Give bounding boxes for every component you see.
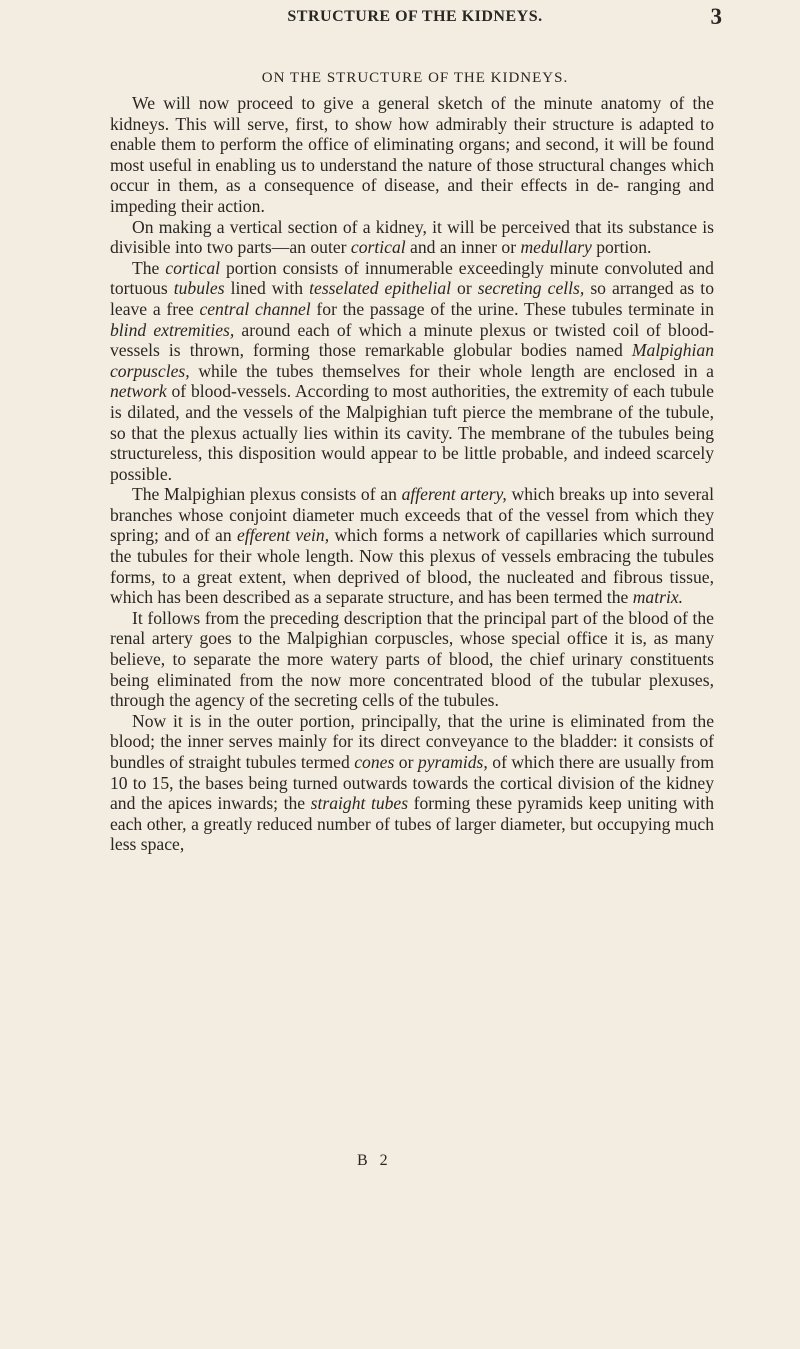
- page-number: 3: [710, 4, 722, 29]
- paragraph-6: Now it is in the outer portion, principally, that the urine is eliminated from the blood; the inner serves mainly for its direct conveyance to the bladder: it consists of bundles of straight tubules termed cones or pyramids, of which there are usually from 10 to 15, the bases being turned outwards towards the cortical division of the kidney and the apices inwards; the straight tubes forming these pyramids keep uniting with each other, a greatly reduced number of tubes of larger diameter, but occupying much less space,: [110, 710, 714, 855]
- running-title: STRUCTURE OF THE KIDNEYS.: [287, 8, 543, 25]
- section-title: ON THE STRUCTURE OF THE KIDNEYS.: [261, 70, 569, 86]
- paragraph-1: We will now proceed to give a general sketch of the minute anatomy of the kidneys. This will serve, first, to show how admirably their structure is adapted to enable them to perform the office of eliminating organs; and second, it will be found most useful in enabling us to understand the nature of those structural changes which occur in them, as a consequence of disease, and their effects in de- ranging and impeding their action.: [110, 93, 714, 216]
- paragraph-4: The Malpighian plexus consists of an afferent artery, which breaks up into several branches whose conjoint diameter much exceeds that of the vessel from which they spring; and of an efferent vein, which forms a network of capillaries which surround the tubules for their whole length. Now this plexus of vessels embracing the tubules forms, to a great extent, when deprived of blood, the nucleated and fibrous tissue, which has been described as a separate structure, and has been termed the matrix.: [110, 484, 715, 608]
- paragraph-5: It follows from the preceding description that the principal part of the blood of the renal artery goes to the Malpighian corpuscles, whose special office it is, as many believe, to separate the more watery parts of blood, the chief urinary constituents being eliminated from the now more concentrated blood of the tubular plexuses, through the agency of the secreting cells of the tubules.: [110, 607, 714, 711]
- signature-mark: B 2: [357, 1152, 392, 1169]
- page-header: [116, 4, 722, 36]
- paragraph-2: On making a vertical section of a kidney, it will be perceived that its substance is divisible into two parts—an outer cortical and an inner or medullary portion.: [110, 216, 714, 258]
- body-text: [110, 93, 714, 855]
- paragraph-3: The cortical portion consists of innumerable exceedingly minute convoluted and tortuous tubules lined with tesselated epithelial or secreting cells, so arranged as to leave a free central channel for the passage of the urine. These tubules terminate in blind extremities, around each of which a minute plexus or twisted coil of blood-vessels is thrown, forming those remarkable globular bodies named Malpighian corpuscles, while the tubes themselves for their whole length are enclosed in a network of blood-vessels. According to most authorities, the extremity of each tubule is dilated, and the vessels of the Malpighian tuft pierce the membrane of the tubule, so that the plexus actually lies within its cavity. The membrane of the tubules being structureless, this disposition would appear to be little probable, and indeed scarcely possible.: [110, 257, 714, 484]
